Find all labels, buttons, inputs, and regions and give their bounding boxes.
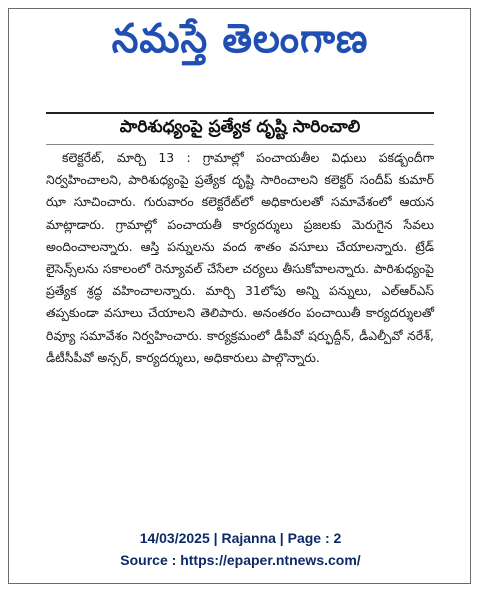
newspaper-masthead [20,14,461,74]
footer-source: Source : https://epaper.ntnews.com/ [120,552,361,568]
headline-bar [46,112,434,145]
article-headline: పారిశుధ్యంపై ప్రత్యేక దృష్టి సారించాలి [119,117,361,137]
article-body: కలెక్టరేట్, మార్చి 13 : గ్రామాల్లో పంచాయతీల విధులు పకడ్బందీగా నిర్వహించాలని, పారిశుధ్యంపై ప్రత్యేక దృష్టి సారించాలని కలెక్టర్ సందీప్ కుమార్ ఝా సూచించారు. గురువారం కలెక్టరేట్‌లో అధికారులతో సమావేశంలో ఆయన మాట్లాడారు. గ్రామాల్లో పంచాయతీ కార్యదర్శులు ప్రజలకు మెరుగైన సేవలు అందించాలన్నారు. ఆస్తి పన్నులను వంద శాతం వసూలు చేయాలన్నారు. ట్రేడ్ లైసెన్స్‌లను సకాలంలో రెన్యూవల్ చేసేలా చర్యలు తీసుకోవాలన్నారు. పారిశుధ్యంపై ప్రత్యేక శ్రద్ధ వహించాలన్నారు. మార్చి 31లోపు అన్ని పన్నులు, ఎల్ఆర్ఎస్ తప్పకుండా వసూలు చేయాలని తెలిపారు. అనంతరం పంచాయితీ కార్యదర్శులతో రివ్యూ సమావేశం నిర్వహించారు. కార్యక్రమంలో డీపీవో షర్ఫుద్దీన్, డీఎల్పీవో నరేశ్, డీటీసీపీవో అన్సర్, కార్యదర్శులు, అధికారులు పాల్గొన్నారు. [46,150,434,365]
masthead-title: నమస్తే తెలంగాణ [112,16,369,62]
footer-meta: 14/03/2025 | Rajanna | Page : 2 [139,530,342,546]
